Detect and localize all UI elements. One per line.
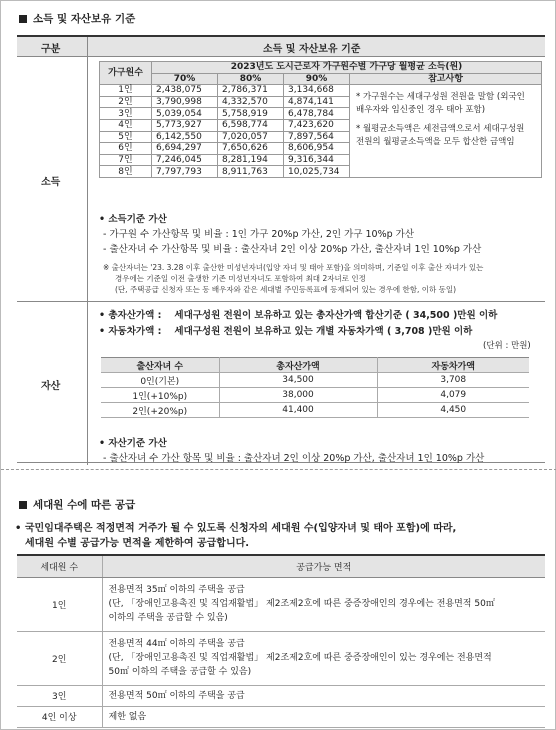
table-row [17, 577, 545, 631]
area-line: 전용면적 50㎡ 이하의 주택을 공급 [108, 690, 245, 701]
table-row [101, 403, 529, 418]
total-asset-header: 총자산가액 [219, 358, 377, 373]
table-row [101, 388, 529, 403]
asset-car-line [99, 323, 472, 337]
income-add-line: - 출산자녀 수 가산항목 및 비율 : 출산자녀 2인 이상 20%p 가산, 출산자녀 1인 10%p 가산 [103, 244, 482, 255]
asset-add-title: • 자산기준 가산 [99, 438, 167, 449]
household-count-header: 세대원 수 [17, 555, 102, 577]
note-household: * 가구원수는 세대구성원 전원을 말함 (외국인 배우자와 임신중인 경우 태아 포함) [356, 92, 525, 116]
car-asset: 3,708 [377, 373, 529, 388]
area-line: 이하의 주택을 공급할 수 있음) [108, 613, 228, 623]
household-count: 2인 [17, 631, 102, 685]
income-row-label: 소득 [41, 177, 61, 188]
income-80: 5,758,919 [218, 108, 284, 120]
income-70: 6,694,297 [152, 143, 218, 155]
section2-intro: 세대원 수별 공급가능 면적을 제한하여 공급합니다. [25, 538, 250, 549]
income-70: 5,039,054 [152, 108, 218, 120]
section-divider [1, 469, 556, 470]
household-size: 3인 [100, 108, 152, 120]
kids-count: 2인(+20%p) [101, 403, 219, 418]
household-size: 1인 [100, 85, 152, 97]
area-cell [102, 706, 545, 727]
header-main: 소득 및 자산보유 기준 [263, 44, 361, 55]
area-cell [102, 685, 545, 706]
income-70: 6,142,550 [152, 131, 218, 143]
pct-80-header: 80% [218, 73, 284, 85]
income-70: 7,797,793 [152, 166, 218, 178]
household-header: 가구원수 [100, 62, 152, 85]
criteria-table [17, 35, 545, 463]
household-size: 4인 [100, 119, 152, 131]
asset-car-label: • 자동차가액 : [99, 326, 162, 337]
asset-row-label: 자산 [41, 381, 61, 392]
reference-header: 참고사항 [350, 73, 542, 85]
car-asset: 4,450 [377, 403, 529, 418]
kids-count: 1인(+10%p) [101, 388, 219, 403]
section2-title-text: 세대원 수에 따른 공급 [33, 499, 136, 511]
area-header: 공급가능 면적 [102, 555, 545, 577]
pct-70-header: 70% [152, 73, 218, 85]
asset-table [101, 357, 529, 418]
section1-title-text: 소득 및 자산보유 기준 [33, 13, 136, 25]
reference-notes [350, 85, 542, 178]
pct-90-header: 90% [284, 73, 350, 85]
income-90: 7,423,620 [284, 119, 350, 131]
asset-car-text: 세대구성원 전원이 보유하고 있는 개별 자동차가액 ( 3,708 )만원 이하 [174, 326, 473, 337]
income-70: 2,438,075 [152, 85, 218, 97]
household-count: 4인 이상 [17, 706, 102, 727]
household-count: 3인 [17, 685, 102, 706]
area-line: (단, 「장애인고용촉진 및 직업재활법」 제2조제2호에 따른 중증장애인의 경우에는 전용면적 50㎡ [108, 599, 495, 609]
income-table [99, 61, 542, 178]
household-size: 2인 [100, 96, 152, 108]
income-90: 3,134,668 [284, 85, 350, 97]
household-size: 7인 [100, 154, 152, 166]
income-90: 4,874,141 [284, 96, 350, 108]
asset-add-line: - 출산자녀 수 가산 항목 및 비율 : 출산자녀 2인 이상 20%p 가산, 출산자녀 1인 10%p 가산 [103, 453, 485, 464]
section1-title [19, 11, 135, 26]
section2-intro: • 국민임대주택은 적정면적 거주가 될 수 있도록 신청자의 세대원 수(입양자녀 및 태아 포함)에 따라, [15, 523, 457, 534]
table-row [101, 373, 529, 388]
criteria-table-header [17, 37, 545, 57]
table-row [17, 631, 545, 685]
income-90: 9,316,344 [284, 154, 350, 166]
section2-title [19, 497, 135, 512]
income-add-line: - 가구원 수 가산항목 및 비율 : 1인 가구 20%p 가산, 2인 가구 10%p 가산 [103, 229, 415, 240]
area-cell [102, 631, 545, 685]
car-asset: 4,079 [377, 388, 529, 403]
income-90: 8,606,954 [284, 143, 350, 155]
income-90: 10,025,734 [284, 166, 350, 178]
income-70: 3,790,998 [152, 96, 218, 108]
income-80: 6,598,774 [218, 119, 284, 131]
total-asset: 34,500 [219, 373, 377, 388]
income-80: 7,020,057 [218, 131, 284, 143]
unit-label: (단위 : 만원) [483, 341, 531, 351]
kids-count: 0인(기본) [101, 373, 219, 388]
square-bullet-icon [19, 501, 27, 509]
asset-total-text: 세대구성원 전원이 보유하고 있는 총자산가액 합산기준 ( 34,500 )만원 이하 [174, 310, 498, 321]
household-size: 6인 [100, 143, 152, 155]
household-size: 5인 [100, 131, 152, 143]
asset-total-line [99, 307, 497, 321]
area-line: 제한 없음 [108, 711, 147, 722]
income-80: 8,281,194 [218, 154, 284, 166]
income-80: 8,911,763 [218, 166, 284, 178]
income-70: 5,773,927 [152, 119, 218, 131]
household-size: 8인 [100, 166, 152, 178]
area-line: (단, 「장애인고용촉진 및 직업재활법」 제2조제2호에 따른 중증장애인이 있는 경우에는 전용면적 [108, 653, 492, 663]
area-line: 전용면적 35㎡ 이하의 주택을 공급 [108, 585, 245, 595]
table-row [17, 685, 545, 706]
income-footnote: (단, 주택공급 신청자 또는 동 배우자와 같은 세대별 주민등록표에 등재되어 있는 경우에 한함, 이하 동일) [115, 285, 457, 294]
car-asset-header: 자동차가액 [377, 358, 529, 373]
row-divider [17, 301, 545, 302]
square-bullet-icon [19, 15, 27, 23]
income-70: 7,246,045 [152, 154, 218, 166]
supply-table [17, 554, 545, 728]
area-line: 전용면적 44㎡ 이하의 주택을 공급 [108, 639, 245, 649]
asset-total-label: • 총자산가액 : [99, 310, 162, 321]
column-divider [87, 37, 88, 465]
area-line: 50㎡ 이하의 주택을 공급할 수 있음) [108, 667, 252, 677]
income-80: 2,786,371 [218, 85, 284, 97]
income-add-title: • 소득기준 가산 [99, 214, 167, 225]
kids-header: 출산자녀 수 [101, 358, 219, 373]
income-group-header: 2023년도 도시근로자 가구원수별 가구당 월평균 소득(원) [152, 62, 542, 74]
table-row [100, 85, 542, 97]
header-gubun: 구분 [41, 44, 61, 55]
area-cell [102, 577, 545, 631]
total-asset: 38,000 [219, 388, 377, 403]
income-footnote: ※ 출산자녀는 '23. 3.28 이후 출산한 미성년자녀(입양 자녀 및 태아 포함)을 의미하며, 기준일 이후 출산 자녀가 있는 [103, 263, 484, 272]
household-count: 1인 [17, 577, 102, 631]
income-90: 7,897,564 [284, 131, 350, 143]
income-80: 4,332,570 [218, 96, 284, 108]
note-income: * 월평균소득액은 세전금액으로서 세대구성원 전원의 월평균소득액을 모두 합산한 금액임 [356, 124, 525, 148]
total-asset: 41,400 [219, 403, 377, 418]
table-row [17, 706, 545, 727]
income-90: 6,478,784 [284, 108, 350, 120]
income-footnote: 경우에는 기준일 이전 출생한 기존 미성년자녀도 포함하여 최대 2자녀로 인정 [115, 274, 366, 283]
income-80: 7,650,626 [218, 143, 284, 155]
